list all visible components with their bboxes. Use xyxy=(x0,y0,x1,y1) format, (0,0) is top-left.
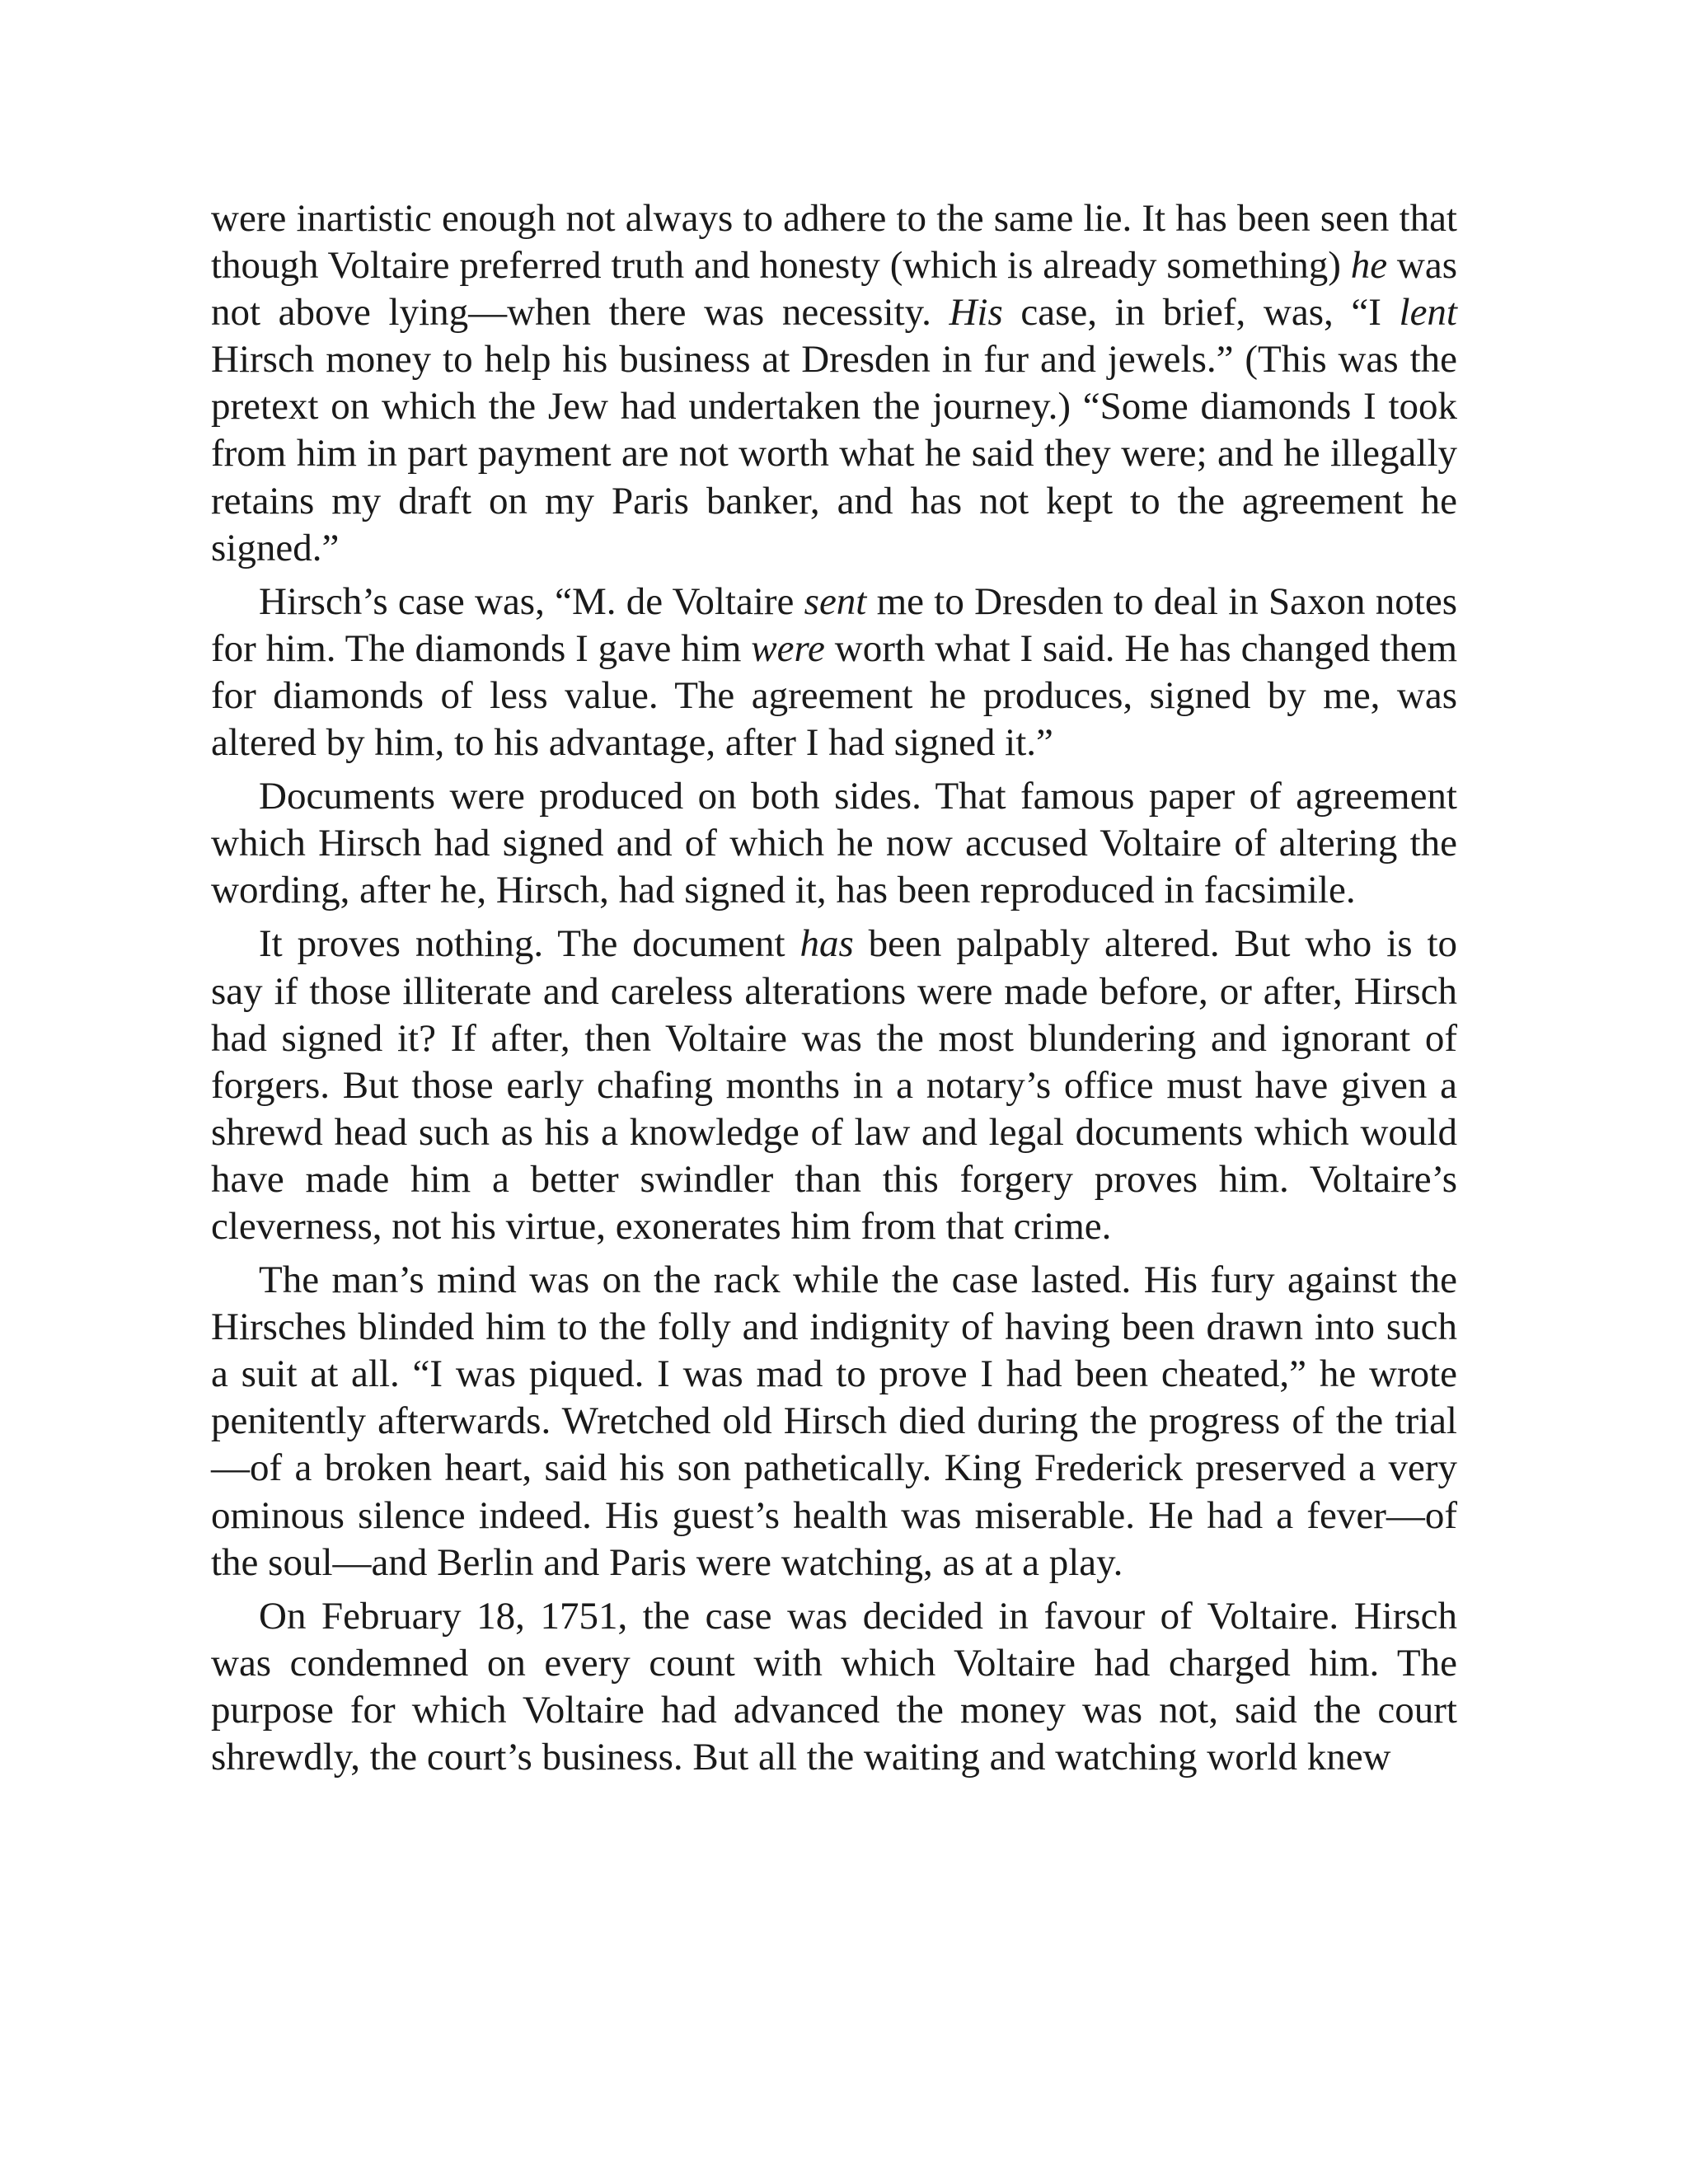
text-run: worth what I said. He has changed them for diamonds of less value. The agreement he produces, signed by me, was altered by him, to his advantage, after I had signed it.” xyxy=(211,626,1458,765)
text-run: Documents were produced on both sides. That famous paper of agreement which Hirsch had signed and of which he now accused Voltaire of altering the wording, after he, Hirsch, had signed it, has been reproduced in facsimile. xyxy=(211,775,1457,912)
body-text xyxy=(211,195,1457,1781)
italic-text: were xyxy=(751,626,825,670)
italic-text: has xyxy=(799,922,854,966)
text-run: On February 18, 1751, the case was decided in favour of Voltaire. Hirsch was condemned on every count with which Voltaire had charged him. The purpose for which Voltaire had advanced the money was not, said the court shrewdly, the court’s business. But all the waiting and watching world knew xyxy=(211,1594,1457,1779)
text-run: were inartistic enough not always to adhere to the same lie. It has been seen that though Voltaire preferred truth and honesty (which is already something) xyxy=(211,197,1457,288)
paragraph xyxy=(211,773,1457,914)
paragraph xyxy=(211,579,1457,766)
text-run: Hirsch’s case was, “M. de Voltaire xyxy=(259,579,804,623)
text-run: The man’s mind was on the rack while the case lasted. His fury against the Hirsches blinded him to the folly and indignity of having been drawn into such a suit at all. “I was piqued. I was mad to prove I had been cheated,” he wrote penitently afterwards. Wretched old Hirsch died during the progress of the trial—of a broken heart, said his son pathetically. King Frederick preserved a very ominous silence indeed. His guest’s health was miserable. He had a fever—of the soul—and Berlin and Paris were watching, as at a play. xyxy=(211,1258,1457,1584)
paragraph xyxy=(211,921,1457,1250)
paragraph xyxy=(211,1593,1457,1781)
text-run: been palpably altered. But who is to say if those illiterate and careless alterations were made before, or after, Hirsch had signed it? If after, then Voltaire was the most blundering and ignorant of forgers. But those early chafing months in a notary’s office must have given a shrewd head such as his a knowledge of law and legal documents which would have made him a better swindler than this forgery proves him. Voltaire’s cleverness, not his virtue, exonerates him from that crime. xyxy=(211,922,1458,1248)
text-run: case, in brief, was, “I xyxy=(1002,291,1400,335)
italic-text: sent xyxy=(804,579,867,623)
italic-text: he xyxy=(1350,244,1388,288)
italic-text: His xyxy=(949,291,1003,335)
italic-text: lent xyxy=(1399,291,1457,335)
text-run: Hirsch money to help his business at Dresden in fur and jewels.” (This was the pretext on which the Jew had undertaken the journey.) “Some diamonds I took from him in part payment are not worth what he said they were; and he illegally retains my draft on my Paris banker, and has not kept to the agreement he signed.” xyxy=(211,338,1457,569)
paragraph xyxy=(211,195,1457,572)
paragraph xyxy=(211,1257,1457,1586)
text-run: was not above lying—when there was necessity. xyxy=(211,244,1458,335)
text-run: It proves nothing. The document xyxy=(259,922,800,966)
text-run: me to Dresden to deal in Saxon notes for him. The diamonds I gave him xyxy=(211,579,1457,670)
